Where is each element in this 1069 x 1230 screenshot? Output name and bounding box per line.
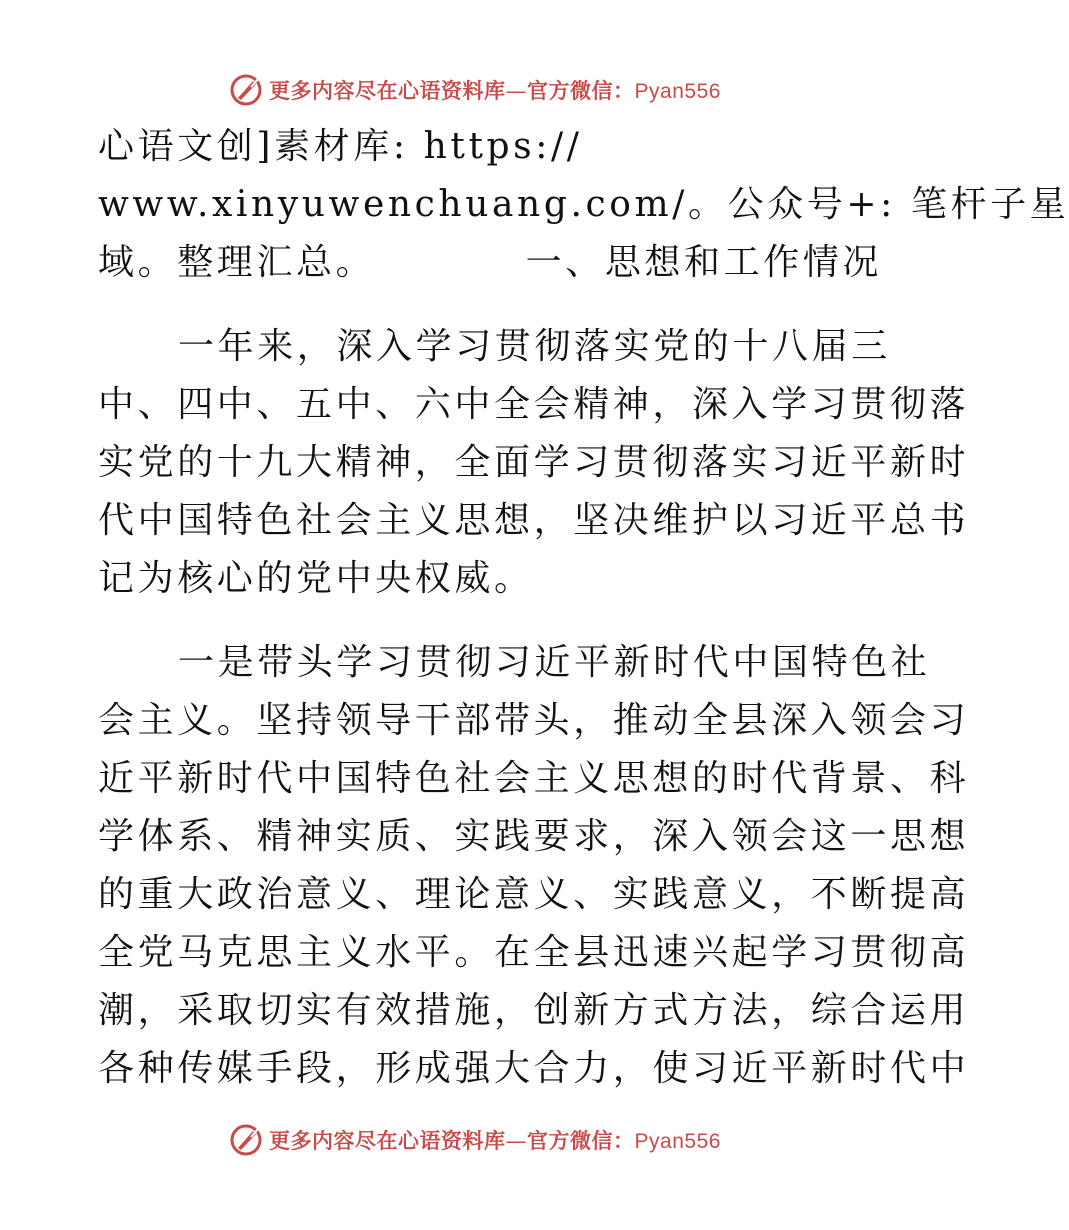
- watermark-account: Pyan556: [634, 1130, 721, 1153]
- paragraph-2-line: 全党马克思主义水平。在全县迅速兴起学习贯彻高: [98, 932, 970, 973]
- watermark-separator: —: [505, 1129, 528, 1153]
- quill-pen-logo-icon: [229, 73, 263, 107]
- watermark-text: [269, 75, 721, 105]
- paragraph-2-line: 的重大政治意义、理论意义、实践意义，不断提高: [98, 874, 970, 915]
- watermark-main-text: 更多内容尽在心语资料库: [269, 78, 506, 103]
- watermark-main-text: 更多内容尽在心语资料库: [269, 1128, 506, 1153]
- paragraph-1: [98, 318, 970, 608]
- paragraph-2-line: 潮，采取切实有效措施，创新方式方法，综合运用: [98, 990, 970, 1031]
- paragraph-2-line: 一是带头学习贯彻习近平新时代中国特色社: [178, 642, 931, 683]
- document-body: [98, 118, 1069, 1098]
- paragraph-1-line: 一年来，深入学习贯彻落实党的十八届三: [178, 326, 891, 367]
- watermark-contact-text: 官方微信：: [527, 1128, 635, 1153]
- header-line-1: 心语文创]素材库: https://: [98, 126, 583, 167]
- watermark-text: [269, 1125, 721, 1155]
- paragraph-2-line: 学体系、精神实质、实践要求，深入领会这一思想: [98, 816, 970, 857]
- paragraph-2: [98, 634, 970, 1098]
- paragraph-2-line: 近平新时代中国特色社会主义思想的时代背景、科: [98, 758, 970, 799]
- header-line-3: 域。整理汇总。 一、思想和工作情况: [98, 242, 883, 283]
- paragraph-1-line: 代中国特色社会主义思想，坚决维护以习近平总书: [98, 500, 970, 541]
- watermark-separator: —: [505, 79, 528, 103]
- header-line-2: www.xinyuwenchuang.com/。公众号+: 笔杆子星: [98, 184, 1069, 225]
- watermark-contact-text: 官方微信：: [527, 78, 635, 103]
- watermark-footer: [0, 1120, 950, 1160]
- paragraph-2-line: 各种传媒手段，形成强大合力，使习近平新时代中: [98, 1048, 970, 1089]
- paragraph-1-line: 实党的十九大精神，全面学习贯彻落实习近平新时: [98, 442, 970, 483]
- quill-pen-logo-icon: [229, 1123, 263, 1157]
- paragraph-1-line: 中、四中、五中、六中全会精神，深入学习贯彻落: [98, 384, 970, 425]
- paragraph-1-line: 记为核心的党中央权威。: [98, 558, 534, 599]
- watermark-header: [0, 70, 950, 110]
- watermark-account: Pyan556: [634, 80, 721, 103]
- paragraph-2-line: 会主义。坚持领导干部带头，推动全县深入领会习: [98, 700, 970, 741]
